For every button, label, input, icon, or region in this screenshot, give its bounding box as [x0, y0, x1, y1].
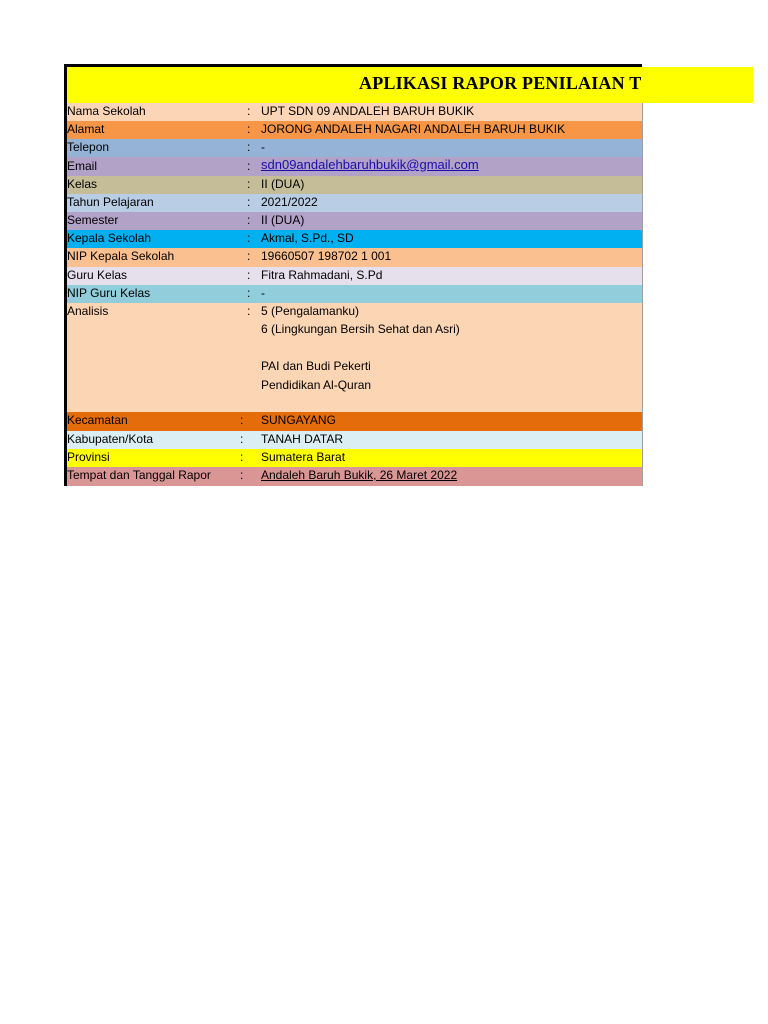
row-kabupaten-kota[interactable] [67, 431, 642, 449]
analisis-line-3[interactable]: PAI dan Budi Pekerti [261, 359, 371, 373]
separator: : [247, 104, 251, 118]
separator: : [240, 450, 244, 464]
analisis-line-2[interactable]: 6 (Lingkungan Bersih Sehat dan Asri) [261, 322, 460, 336]
title-clip [67, 67, 642, 103]
sheet-right-edge [642, 103, 643, 486]
value-analisis[interactable]: 5 (Pengalamanku) [261, 304, 360, 318]
value-guru-kelas[interactable]: Fitra Rahmadani, S.Pd [261, 268, 383, 282]
row-alamat[interactable] [67, 121, 642, 139]
value-nip-kepala-sekolah[interactable]: 19660507 198702 1 001 [261, 249, 392, 263]
label-kecamatan: Kecamatan [67, 413, 128, 427]
separator: : [240, 432, 244, 446]
label-semester: Semester [67, 213, 119, 227]
separator: : [247, 159, 251, 173]
separator: : [240, 413, 244, 427]
label-guru-kelas: Guru Kelas [67, 268, 128, 282]
page-title: APLIKASI RAPOR PENILAIAN T [359, 73, 642, 93]
label-nama-sekolah: Nama Sekolah [67, 104, 146, 118]
value-semester[interactable]: II (DUA) [261, 213, 305, 227]
separator: : [247, 140, 251, 154]
row-kepala-sekolah[interactable] [67, 230, 642, 248]
separator: : [247, 177, 251, 191]
label-tahun-pelajaran: Tahun Pelajaran [67, 195, 154, 209]
label-kabupaten-kota: Kabupaten/Kota [67, 432, 154, 446]
separator: : [247, 122, 251, 136]
separator: : [247, 195, 251, 209]
row-nip-kepala-sekolah[interactable] [67, 248, 642, 267]
row-kecamatan[interactable] [67, 412, 642, 431]
label-analisis: Analisis [67, 304, 109, 318]
separator: : [247, 268, 251, 282]
separator: : [247, 286, 251, 300]
label-provinsi: Provinsi [67, 450, 110, 464]
value-alamat[interactable]: JORONG ANDALEH NAGARI ANDALEH BARUH BUKIK [261, 122, 566, 136]
separator: : [247, 304, 251, 318]
label-email: Email [67, 159, 98, 173]
separator: : [247, 231, 251, 245]
value-kecamatan[interactable]: SUNGAYANG [261, 413, 336, 427]
email-link[interactable]: sdn09andalehbaruhbukik@gmail.com [261, 157, 479, 172]
label-alamat: Alamat [67, 122, 105, 136]
row-guru-kelas[interactable] [67, 267, 642, 285]
label-nip-guru-kelas: NIP Guru Kelas [67, 286, 151, 300]
separator: : [247, 213, 251, 227]
row-tempat-tanggal-rapor[interactable] [67, 467, 642, 486]
row-telepon[interactable] [67, 139, 642, 157]
value-nip-guru-kelas[interactable]: - [261, 286, 265, 300]
value-tahun-pelajaran[interactable]: 2021/2022 [261, 195, 318, 209]
label-nip-kepala-sekolah: NIP Kepala Sekolah [67, 249, 175, 263]
value-nama-sekolah[interactable]: UPT SDN 09 ANDALEH BARUH BUKIK [261, 104, 475, 118]
row-provinsi[interactable] [67, 449, 642, 467]
label-telepon: Telepon [67, 140, 110, 154]
value-kelas[interactable]: II (DUA) [261, 177, 305, 191]
row-nama-sekolah[interactable] [67, 103, 642, 121]
row-email[interactable] [67, 157, 642, 176]
label-tempat-tanggal-rapor: Tempat dan Tanggal Rapor [67, 468, 211, 482]
value-provinsi[interactable]: Sumatera Barat [261, 450, 346, 464]
separator: : [247, 249, 251, 263]
row-nip-guru-kelas[interactable] [67, 285, 642, 303]
label-kepala-sekolah: Kepala Sekolah [67, 231, 152, 245]
row-semester[interactable] [67, 212, 642, 230]
value-kabupaten-kota[interactable]: TANAH DATAR [261, 432, 344, 446]
value-tempat-tanggal-rapor[interactable]: Andaleh Baruh Bukik, 26 Maret 2022 [261, 468, 458, 482]
row-tahun-pelajaran[interactable] [67, 194, 642, 212]
value-kepala-sekolah[interactable]: Akmal, S.Pd., SD [261, 231, 354, 245]
value-telepon[interactable]: - [261, 140, 265, 154]
row-analisis[interactable] [67, 303, 642, 412]
label-kelas: Kelas [67, 177, 98, 191]
analisis-line-4[interactable]: Pendidikan Al-Quran [261, 378, 372, 392]
row-kelas[interactable] [67, 176, 642, 194]
separator: : [240, 468, 244, 482]
